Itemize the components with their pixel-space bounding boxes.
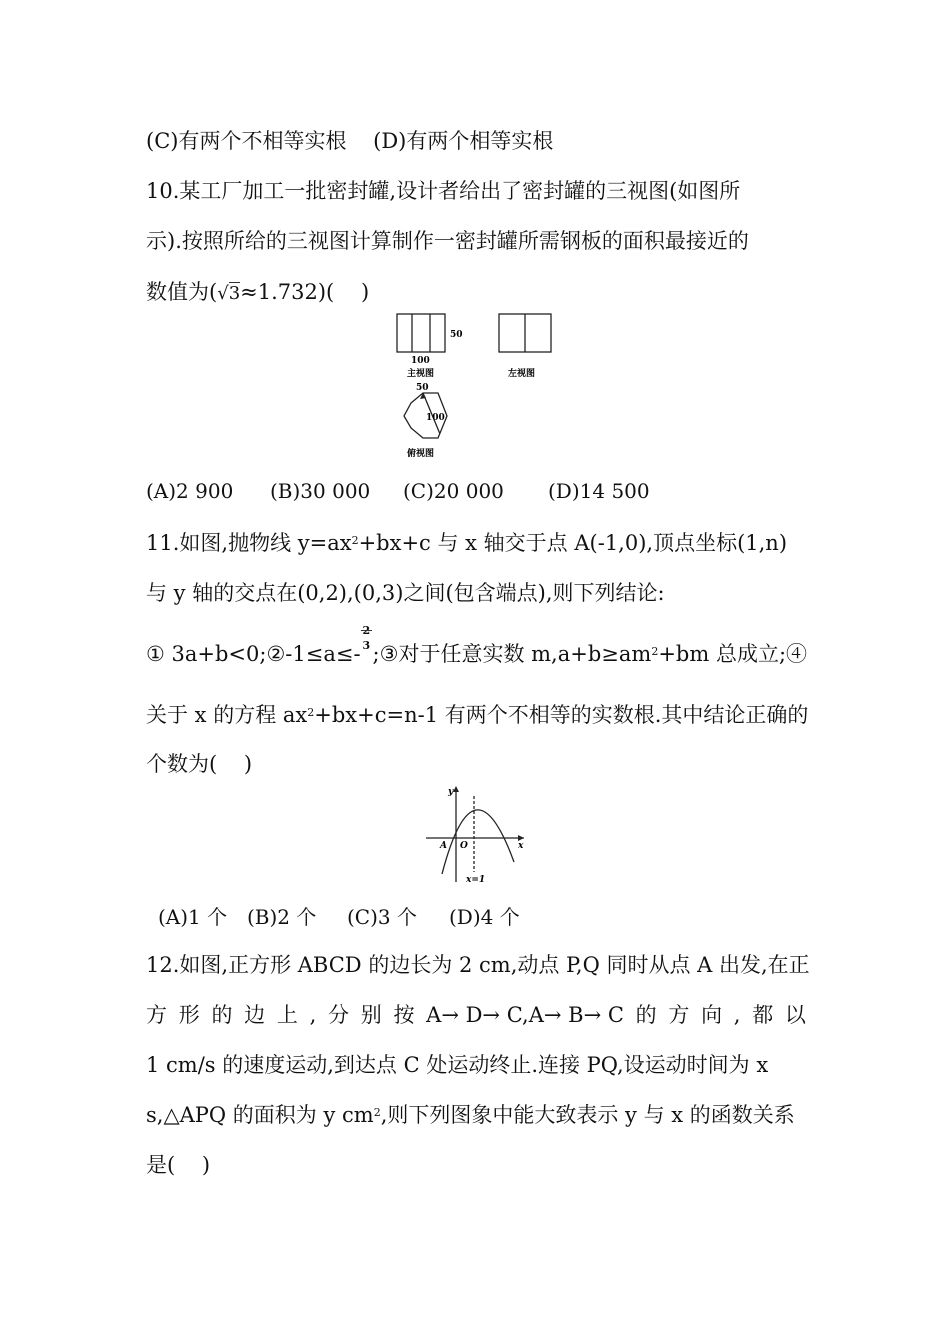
q11-option-b: (B)2 个 [247, 905, 317, 929]
q10-option-b: (B)30 000 [270, 479, 371, 503]
parabola-figure [420, 782, 532, 890]
front-view-label: 主视图 [407, 369, 435, 379]
y-label: y [448, 787, 454, 797]
q10-option-c: (C)20 000 [403, 479, 504, 503]
q11-option-c: (C)3 个 [347, 905, 417, 929]
q12-line4: s,△APQ 的面积为 y $cm^2$,则下列图象中能大致表示 y 与 x 的函数关系 [146, 1103, 795, 1127]
x-label: x [518, 841, 524, 851]
q11-line4: 关于 x 的方程 $ax^2+bx+c=n-1$ 有两个不相等的实数根.其中结论正确的 [146, 703, 809, 727]
point-a-label: A [440, 841, 447, 851]
front-view-rect [397, 314, 445, 352]
q11-option-d: (D)4 个 [449, 905, 520, 929]
q10-line3: 数值为(√3≈1.732)( ) [146, 278, 369, 308]
q11-line5: 个数为( ) [146, 752, 253, 776]
front-dim-w: 100 [411, 356, 430, 366]
q12-line2: 方 形 的 边 上 , 分 别 按 A→ D→ C,A→ B→ C 的 方 向 , 都 以 [146, 1003, 806, 1027]
q9-option-c: (C)有两个不相等实根 [146, 129, 347, 153]
q9-option-d: (D)有两个相等实根 [373, 129, 554, 153]
top-dim-b: 100 [426, 413, 445, 423]
origin-label: O [460, 841, 468, 851]
q11-line2: 与 y 轴的交点在(0,2),(0,3)之间(包含端点),则下列结论: [146, 581, 665, 605]
front-dim-h: 50 [450, 330, 463, 340]
q12-line5: 是( ) [146, 1153, 211, 1177]
sqrt-symbol: √3 [217, 283, 241, 304]
q11-option-a: (A)1 个 [158, 905, 228, 929]
three-view-figure [390, 310, 570, 470]
parabola-curve [442, 810, 514, 874]
symmetry-axis-label: x=1 [466, 875, 486, 885]
side-view-label: 左视图 [508, 369, 536, 379]
fraction: 2 3 [362, 624, 371, 652]
q12-line1: 12.如图,正方形 ABCD 的边长为 2 cm,动点 P,Q 同时从点 A 出发,在正 [146, 953, 810, 977]
q9-options-line [146, 127, 553, 155]
q10-line1: 10.某工厂加工一批密封罐,设计者给出了密封罐的三视图(如图所 [146, 179, 741, 203]
top-dim-a: 50 [416, 383, 429, 393]
q10-option-a: (A)2 900 [146, 479, 234, 503]
q12-line3: 1 cm/s 的速度运动,到达点 C 处运动终止.连接 PQ,设运动时间为 x [146, 1053, 769, 1077]
q11-line1: 11.如图,抛物线 $y=ax^2+bx+c$ 与 x 轴交于点 A(-1,0),顶点坐标(1,n) [146, 531, 788, 555]
q10-option-d: (D)14 500 [548, 479, 650, 503]
q11-line3: ① 3a+b<0;②-1≤a≤- 2 3 ;③对于任意实数 $m,a+b\ge am^2+bm$ 总成立;④ [146, 624, 808, 666]
top-view-label: 俯视图 [407, 449, 435, 459]
q10-line2: 示).按照所给的三视图计算制作一密封罐所需钢板的面积最接近的 [146, 229, 749, 253]
